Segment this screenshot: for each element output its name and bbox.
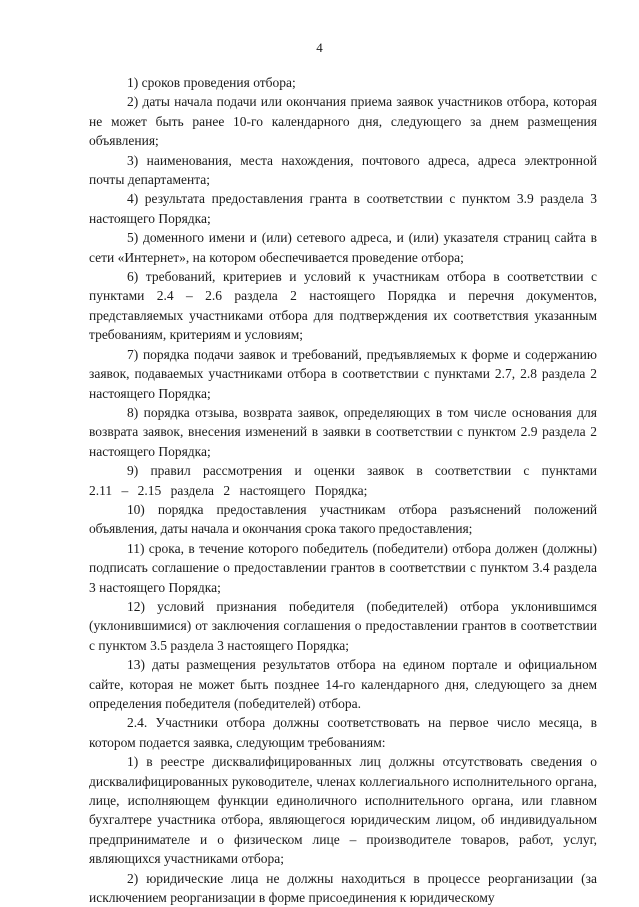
paragraph-item-3: 3) наименования, места нахождения, почтового адреса, адреса электронной почты департамента; [89, 152, 597, 188]
paragraph-item-6: 6) требований, критериев и условий к участникам отбора в соответствии с пунктами 2.4 – 2.6 раздела 2 настоящего Порядка и перечня документов, представляемых участниками отбора для подтверждения их соответствия указанным требованиям, критериям и условиям; [89, 269, 597, 343]
paragraph-item-8: 8) порядка отзыва, возврата заявок, определяющих в том числе основания для возврата заявок, внесения изменений в заявки в соответствии с пунктом 2.9 раздела 2 настоящего Порядка; [89, 404, 597, 459]
paragraph-requirement-1: 1) в реестре дисквалифицированных лиц должны отсутствовать сведения о дисквалифицированных руководителе, членах коллегиального исполнительного органа, лице, исполняющем функции единоличного исполнительного органа, или главном бухгалтере участника отбора, являющегося юридическим лицом, об индивидуальном предпринимателе и о физическом лице – производителе товаров, работ, услуг, являющихся участниками отбора; [89, 754, 597, 867]
paragraph-item-5: 5) доменного имени и (или) сетевого адреса, и (или) указателя страниц сайта в сети «Интернет», на котором обеспечивается проведение отбора; [89, 230, 597, 265]
paragraph-section-2-4: 2.4. Участники отбора должны соответствовать на первое число месяца, в котором подается заявка, следующим требованиям: [89, 715, 597, 750]
paragraph-item-4: 4) результата предоставления гранта в соответствии с пунктом 3.9 раздела 3 настоящего Порядка; [89, 191, 597, 226]
paragraph-item-7: 7) порядка подачи заявок и требований, предъявляемых к форме и содержанию заявок, подаваемых участниками отбора в соответствии с пунктами 2.7, 2.8 раздела 2 настоящего Порядка; [89, 346, 597, 401]
paragraph-requirement-2: 2) юридические лица не должны находиться в процессе реорганизации (за исключением реорганизации в форме присоединения к юридическому [89, 870, 597, 906]
paragraph-item-10: 10) порядка предоставления участникам отбора разъяснений положений объявления, даты начала и окончания срока такого предоставления; [89, 501, 597, 537]
paragraph-item-2: 2) даты начала подачи или окончания приема заявок участников отбора, которая не может быть ранее 10-го календарного дня, следующего за днем размещения объявления; [89, 94, 597, 149]
paragraph-item-12: 12) условий признания победителя (победителей) отбора уклонившимся (уклонившимися) от заключения соглашения о предоставлении грантов в соответствии с пунктом 3.5 раздела 3 настоящего Порядка; [89, 598, 597, 653]
paragraph-item-9: 9) правил рассмотрения и оценки заявок в соответствии с пунктами 2.11 – 2.15 раздела 2 настоящего Порядка; [89, 463, 597, 498]
paragraph-item-13: 13) даты размещения результатов отбора на едином портале и официальном сайте, которая не может быть позднее 14-го календарного дня, следующего за днем определения победителя (победителей) отбора. [89, 657, 597, 711]
page-number: 4 [316, 40, 323, 55]
document-body [89, 73, 597, 907]
paragraph-item-11: 11) срока, в течение которого победитель (победители) отбора должен (должны) подписать соглашение о предоставлении грантов в соответствии с пунктом 3.4 раздела 3 настоящего Порядка; [89, 540, 597, 595]
paragraph-item-1: 1) сроков проведения отбора; [127, 75, 296, 90]
